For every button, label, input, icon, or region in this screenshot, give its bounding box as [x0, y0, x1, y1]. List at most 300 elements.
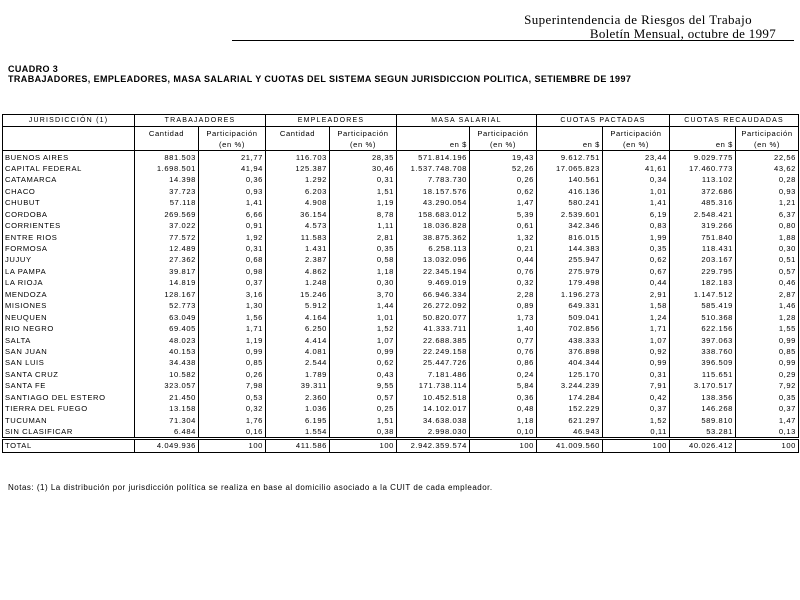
value-cell: 0,26: [199, 369, 266, 380]
subheader-empty-cell: [3, 127, 135, 139]
value-cell: 7,98: [199, 380, 266, 391]
subheader-cell: Participación: [470, 127, 537, 139]
value-cell: 7,92: [736, 380, 799, 391]
value-cell: 702.856: [537, 323, 603, 334]
value-cell: 0,37: [199, 277, 266, 288]
subheader-cell: en $: [537, 139, 603, 151]
value-cell: 2,87: [736, 289, 799, 300]
value-cell: 7.783.730: [397, 174, 470, 185]
value-cell: 40.026.412: [670, 440, 736, 452]
value-cell: 1,46: [736, 300, 799, 311]
jurisdiction-name: MISIONES: [3, 300, 135, 311]
value-cell: 1,73: [470, 311, 537, 322]
value-cell: 6,19: [603, 209, 670, 220]
value-cell: 1,01: [330, 311, 397, 322]
value-cell: 1,47: [736, 414, 799, 425]
value-cell: 113.102: [670, 174, 736, 185]
subheader-cell: Participación: [330, 127, 397, 139]
value-cell: 146.268: [670, 403, 736, 414]
table-row: [3, 323, 799, 334]
value-cell: 128.167: [135, 289, 199, 300]
value-cell: 4.908: [266, 197, 330, 208]
value-cell: 171.738.114: [397, 380, 470, 391]
jurisdiction-name: SANTIAGO DEL ESTERO: [3, 392, 135, 403]
value-cell: 571.814.196: [397, 151, 470, 163]
subheader-cell: (en %): [603, 139, 670, 151]
value-cell: 0,34: [603, 174, 670, 185]
jurisdiction-name: CATAMARCA: [3, 174, 135, 185]
value-cell: 12.489: [135, 243, 199, 254]
value-cell: 1,11: [330, 220, 397, 231]
value-cell: 1,30: [199, 300, 266, 311]
value-cell: 22.688.385: [397, 334, 470, 345]
value-cell: 38.875.362: [397, 231, 470, 242]
value-cell: 0,44: [470, 254, 537, 265]
value-cell: 269.569: [135, 209, 199, 220]
value-cell: 52.773: [135, 300, 199, 311]
table-row: [3, 357, 799, 368]
jurisdiction-name: SIN CLASIFICAR: [3, 426, 135, 438]
value-cell: 23,44: [603, 151, 670, 163]
value-cell: 0,32: [199, 403, 266, 414]
value-cell: 3.170.517: [670, 380, 736, 391]
value-cell: 1,58: [603, 300, 670, 311]
value-cell: 1.036: [266, 403, 330, 414]
value-cell: 0,91: [199, 220, 266, 231]
value-cell: 1,21: [736, 197, 799, 208]
value-cell: 404.344: [537, 357, 603, 368]
value-cell: 6.250: [266, 323, 330, 334]
table-row: [3, 426, 799, 438]
subheader-cell: Participación: [736, 127, 799, 139]
value-cell: 881.503: [135, 151, 199, 163]
jurisdiction-name: SANTA CRUZ: [3, 369, 135, 380]
value-cell: 1,71: [199, 323, 266, 334]
table-row: [3, 220, 799, 231]
value-cell: 0,89: [470, 300, 537, 311]
value-cell: 0,25: [330, 403, 397, 414]
value-cell: 6.203: [266, 186, 330, 197]
value-cell: 1.248: [266, 277, 330, 288]
value-cell: 0,85: [736, 346, 799, 357]
value-cell: 0,28: [736, 174, 799, 185]
value-cell: 5,84: [470, 380, 537, 391]
table-row: [3, 163, 799, 174]
subheader-empty-cell: [3, 139, 135, 151]
value-cell: 125.387: [266, 163, 330, 174]
value-cell: 2.548.421: [670, 209, 736, 220]
header-jurisdiccion: JURISDICCIÓN (1): [3, 115, 135, 127]
subheader-cell: Participación: [199, 127, 266, 139]
value-cell: 0,58: [330, 254, 397, 265]
value-cell: 27.362: [135, 254, 199, 265]
jurisdiction-name: ENTRE RIOS: [3, 231, 135, 242]
value-cell: 8,78: [330, 209, 397, 220]
value-cell: 63.049: [135, 311, 199, 322]
value-cell: 6.195: [266, 414, 330, 425]
value-cell: 41,94: [199, 163, 266, 174]
value-cell: 4.862: [266, 266, 330, 277]
value-cell: 1,71: [603, 323, 670, 334]
value-cell: 0,13: [736, 426, 799, 438]
value-cell: 0,43: [330, 369, 397, 380]
value-cell: 485.316: [670, 197, 736, 208]
value-cell: 69.405: [135, 323, 199, 334]
value-cell: 0,57: [330, 392, 397, 403]
value-cell: 3,16: [199, 289, 266, 300]
table-row: [3, 197, 799, 208]
value-cell: 6.484: [135, 426, 199, 438]
value-cell: 182.183: [670, 277, 736, 288]
table-row: [3, 392, 799, 403]
value-cell: 34.438: [135, 357, 199, 368]
value-cell: 0,67: [603, 266, 670, 277]
value-cell: 585.419: [670, 300, 736, 311]
value-cell: 0,35: [736, 392, 799, 403]
subheader-cell: [397, 127, 470, 139]
jurisdiction-name: RIO NEGRO: [3, 323, 135, 334]
value-cell: 275.979: [537, 266, 603, 277]
value-cell: 0,99: [603, 357, 670, 368]
value-cell: 22,56: [736, 151, 799, 163]
value-cell: 100: [736, 440, 799, 452]
value-cell: 18.157.576: [397, 186, 470, 197]
subheader-cell: Participación: [603, 127, 670, 139]
value-cell: 1,07: [330, 334, 397, 345]
value-cell: 43.290.054: [397, 197, 470, 208]
jurisdiction-name: JUJUY: [3, 254, 135, 265]
subheader-cell: (en %): [330, 139, 397, 151]
value-cell: 158.683.012: [397, 209, 470, 220]
value-cell: 319.266: [670, 220, 736, 231]
header-cuotas-recaudadas: CUOTAS RECAUDADAS: [670, 115, 799, 127]
value-cell: 0,24: [470, 369, 537, 380]
value-cell: 622.156: [670, 323, 736, 334]
value-cell: 1,55: [736, 323, 799, 334]
subheader-row-1: [3, 127, 799, 139]
value-cell: 0,37: [736, 403, 799, 414]
value-cell: 9.612.751: [537, 151, 603, 163]
value-cell: 21,77: [199, 151, 266, 163]
value-cell: 2.539.601: [537, 209, 603, 220]
value-cell: 0,77: [470, 334, 537, 345]
value-cell: 4.573: [266, 220, 330, 231]
value-cell: 649.331: [537, 300, 603, 311]
value-cell: 0,35: [603, 243, 670, 254]
jurisdiction-name: SANTA FE: [3, 380, 135, 391]
value-cell: 0,93: [199, 186, 266, 197]
value-cell: 41,61: [603, 163, 670, 174]
value-cell: 0,83: [603, 220, 670, 231]
value-cell: 1.292: [266, 174, 330, 185]
value-cell: 580.241: [537, 197, 603, 208]
footnote: Notas: (1) La distribución por jurisdicción política se realiza en base al domicilio asociado a la CUIT de cada empleador.: [8, 483, 493, 492]
value-cell: 2,91: [603, 289, 670, 300]
value-cell: 9.469.019: [397, 277, 470, 288]
value-cell: 2.942.359.574: [397, 440, 470, 452]
jurisdiction-name: MENDOZA: [3, 289, 135, 300]
value-cell: 0,85: [199, 357, 266, 368]
value-cell: 50.820.077: [397, 311, 470, 322]
subheader-cell: [537, 127, 603, 139]
value-cell: 338.760: [670, 346, 736, 357]
value-cell: 1,99: [603, 231, 670, 242]
value-cell: 0,48: [470, 403, 537, 414]
value-cell: 66.946.334: [397, 289, 470, 300]
value-cell: 0,92: [603, 346, 670, 357]
value-cell: 118.431: [670, 243, 736, 254]
value-cell: 37.022: [135, 220, 199, 231]
jurisdiction-name: TUCUMAN: [3, 414, 135, 425]
value-cell: 0,10: [470, 426, 537, 438]
value-cell: 13.032.096: [397, 254, 470, 265]
value-cell: 0,99: [736, 334, 799, 345]
table-row: [3, 151, 799, 163]
value-cell: 1,18: [330, 266, 397, 277]
value-cell: 2.387: [266, 254, 330, 265]
value-cell: 0,46: [736, 277, 799, 288]
value-cell: 0,31: [330, 174, 397, 185]
value-cell: 0,36: [470, 392, 537, 403]
value-cell: 0,99: [330, 346, 397, 357]
value-cell: 0,26: [470, 174, 537, 185]
value-cell: 1,07: [603, 334, 670, 345]
value-cell: 39.817: [135, 266, 199, 277]
value-cell: 25.447.726: [397, 357, 470, 368]
value-cell: 1,52: [330, 323, 397, 334]
value-cell: 26.272.092: [397, 300, 470, 311]
value-cell: 9.029.775: [670, 151, 736, 163]
value-cell: 1.554: [266, 426, 330, 438]
value-cell: 10.582: [135, 369, 199, 380]
value-cell: 1.789: [266, 369, 330, 380]
jurisdiction-name: LA PAMPA: [3, 266, 135, 277]
subheader-cell: (en %): [199, 139, 266, 151]
value-cell: 323.057: [135, 380, 199, 391]
value-cell: 41.333.711: [397, 323, 470, 334]
subheader-cell: [670, 127, 736, 139]
value-cell: 0,37: [603, 403, 670, 414]
value-cell: 0,93: [736, 186, 799, 197]
subheader-cell: (en %): [736, 139, 799, 151]
value-cell: 11.583: [266, 231, 330, 242]
value-cell: 0,61: [470, 220, 537, 231]
value-cell: 0,32: [470, 277, 537, 288]
jurisdiction-name: LA RIOJA: [3, 277, 135, 288]
value-cell: 621.297: [537, 414, 603, 425]
value-cell: 1,47: [470, 197, 537, 208]
header-divider: [232, 40, 794, 41]
table-number: CUADRO 3: [8, 64, 59, 74]
value-cell: 0,99: [736, 357, 799, 368]
jurisdiction-name: TOTAL: [3, 440, 135, 452]
value-cell: 376.898: [537, 346, 603, 357]
value-cell: 1,41: [603, 197, 670, 208]
value-cell: 22.345.194: [397, 266, 470, 277]
value-cell: 0,38: [330, 426, 397, 438]
value-cell: 1.698.501: [135, 163, 199, 174]
value-cell: 4.049.936: [135, 440, 199, 452]
value-cell: 2.998.030: [397, 426, 470, 438]
value-cell: 4.164: [266, 311, 330, 322]
value-cell: 15.246: [266, 289, 330, 300]
value-cell: 0,30: [330, 277, 397, 288]
jurisdiction-name: CAPITAL FEDERAL: [3, 163, 135, 174]
value-cell: 144.383: [537, 243, 603, 254]
value-cell: 4.081: [266, 346, 330, 357]
value-cell: 3,70: [330, 289, 397, 300]
header-masa-salarial: MASA SALARIAL: [397, 115, 537, 127]
value-cell: 1,44: [330, 300, 397, 311]
table-row: [3, 403, 799, 414]
value-cell: 17.065.823: [537, 163, 603, 174]
subheader-cell: [135, 139, 199, 151]
subheader-cell: [266, 139, 330, 151]
value-cell: 7.181.486: [397, 369, 470, 380]
value-cell: 0,16: [199, 426, 266, 438]
value-cell: 1,19: [330, 197, 397, 208]
value-cell: 411.586: [266, 440, 330, 452]
value-cell: 53.281: [670, 426, 736, 438]
value-cell: 22.249.158: [397, 346, 470, 357]
value-cell: 7,91: [603, 380, 670, 391]
value-cell: 30,46: [330, 163, 397, 174]
table-row: [3, 254, 799, 265]
value-cell: 37.723: [135, 186, 199, 197]
jurisdiction-name: FORMOSA: [3, 243, 135, 254]
value-cell: 10.452.518: [397, 392, 470, 403]
value-cell: 4.414: [266, 334, 330, 345]
data-table: [2, 114, 799, 453]
table-row: [3, 346, 799, 357]
value-cell: 116.703: [266, 151, 330, 163]
value-cell: 6,66: [199, 209, 266, 220]
table-row: [3, 174, 799, 185]
jurisdiction-name: SALTA: [3, 334, 135, 345]
jurisdiction-name: CORRIENTES: [3, 220, 135, 231]
value-cell: 3.244.239: [537, 380, 603, 391]
value-cell: 2,28: [470, 289, 537, 300]
value-cell: 0,44: [603, 277, 670, 288]
table-row: [3, 266, 799, 277]
table-row: [3, 277, 799, 288]
value-cell: 0,57: [736, 266, 799, 277]
value-cell: 372.686: [670, 186, 736, 197]
value-cell: 751.840: [670, 231, 736, 242]
value-cell: 100: [603, 440, 670, 452]
value-cell: 0,76: [470, 346, 537, 357]
header-cuotas-pactadas: CUOTAS PACTADAS: [537, 115, 670, 127]
table-row: [3, 369, 799, 380]
value-cell: 1,28: [736, 311, 799, 322]
subheader-cell: en $: [670, 139, 736, 151]
value-cell: 0,36: [199, 174, 266, 185]
table-row: [3, 231, 799, 242]
value-cell: 77.572: [135, 231, 199, 242]
jurisdiction-name: CORDOBA: [3, 209, 135, 220]
jurisdiction-name: CHUBUT: [3, 197, 135, 208]
value-cell: 14.398: [135, 174, 199, 185]
value-cell: 1,01: [603, 186, 670, 197]
value-cell: 0,21: [470, 243, 537, 254]
value-cell: 17.460.773: [670, 163, 736, 174]
value-cell: 1,32: [470, 231, 537, 242]
subheader-row-2: [3, 139, 799, 151]
value-cell: 1.196.273: [537, 289, 603, 300]
value-cell: 0,31: [603, 369, 670, 380]
value-cell: 14.819: [135, 277, 199, 288]
table-row: [3, 311, 799, 322]
value-cell: 2.360: [266, 392, 330, 403]
value-cell: 14.102.017: [397, 403, 470, 414]
value-cell: 589.810: [670, 414, 736, 425]
value-cell: 0,35: [330, 243, 397, 254]
value-cell: 6.258.113: [397, 243, 470, 254]
value-cell: 1,51: [330, 414, 397, 425]
value-cell: 229.795: [670, 266, 736, 277]
value-cell: 0,62: [603, 254, 670, 265]
value-cell: 0,62: [330, 357, 397, 368]
value-cell: 1,92: [199, 231, 266, 242]
value-cell: 416.136: [537, 186, 603, 197]
value-cell: 0,42: [603, 392, 670, 403]
value-cell: 438.333: [537, 334, 603, 345]
value-cell: 255.947: [537, 254, 603, 265]
value-cell: 152.229: [537, 403, 603, 414]
table-row: [3, 380, 799, 391]
value-cell: 19,43: [470, 151, 537, 163]
value-cell: 138.356: [670, 392, 736, 403]
table-row: [3, 300, 799, 311]
table-row: [3, 334, 799, 345]
value-cell: 1.147.512: [670, 289, 736, 300]
jurisdiction-name: TIERRA DEL FUEGO: [3, 403, 135, 414]
value-cell: 100: [199, 440, 266, 452]
value-cell: 1,40: [470, 323, 537, 334]
value-cell: 6,37: [736, 209, 799, 220]
jurisdiction-name: SAN LUIS: [3, 357, 135, 368]
value-cell: 140.561: [537, 174, 603, 185]
subheader-cell: Cantidad: [135, 127, 199, 139]
value-cell: 100: [470, 440, 537, 452]
value-cell: 2.544: [266, 357, 330, 368]
jurisdiction-name: CHACO: [3, 186, 135, 197]
value-cell: 57.118: [135, 197, 199, 208]
value-cell: 0,11: [603, 426, 670, 438]
header-subtitle: Boletín Mensual, octubre de 1997: [589, 26, 776, 41]
value-cell: 510.368: [670, 311, 736, 322]
value-cell: 0,86: [470, 357, 537, 368]
subheader-cell: Cantidad: [266, 127, 330, 139]
value-cell: 342.346: [537, 220, 603, 231]
value-cell: 1,51: [330, 186, 397, 197]
value-cell: 2,81: [330, 231, 397, 242]
value-cell: 34.638.038: [397, 414, 470, 425]
value-cell: 46.943: [537, 426, 603, 438]
value-cell: 1.431: [266, 243, 330, 254]
value-cell: 40.153: [135, 346, 199, 357]
value-cell: 397.063: [670, 334, 736, 345]
value-cell: 0,30: [736, 243, 799, 254]
value-cell: 0,80: [736, 220, 799, 231]
table-row: [3, 414, 799, 425]
table-row: [3, 243, 799, 254]
value-cell: 203.167: [670, 254, 736, 265]
value-cell: 1,52: [603, 414, 670, 425]
value-cell: 21.450: [135, 392, 199, 403]
table-row: [3, 289, 799, 300]
value-cell: 1,24: [603, 311, 670, 322]
